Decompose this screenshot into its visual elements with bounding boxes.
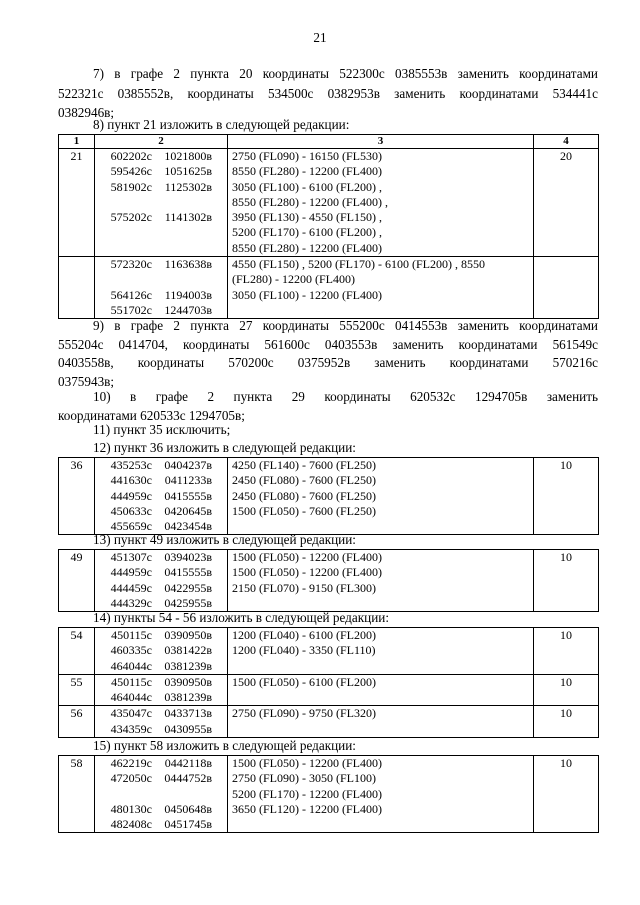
levels-cell [228,628,534,675]
longitude: 0442118в [164,756,212,770]
point-number: 58 [59,756,95,833]
coordinates-cell [95,756,228,833]
longitude: 0381239в [164,658,212,673]
longitude: 0425955в [164,595,212,610]
longitude: 0423454в [164,519,212,534]
column-header: 4 [534,135,599,149]
latitude: 464044с [110,690,152,705]
coordinate-pair [99,210,227,225]
level-range: 3950 (FL130) - 4550 (FL150) , [232,210,382,225]
level-range: 1500 (FL050) - 12200 (FL400) [232,756,382,770]
level-range: 2150 (FL070) - 9150 (FL300) [232,580,376,595]
longitude: 0390950в [164,674,212,689]
table-row [59,628,599,675]
item-10-paragraph [58,388,598,425]
point-number: 49 [59,550,95,612]
latitude: 434359с [110,721,152,736]
level-range: 1200 (FL040) - 3350 (FL110) [232,643,376,658]
latitude: 444329с [110,595,152,610]
coordinates-cell [95,674,228,706]
latitude: 602202с [110,149,152,163]
item-9-line: 0375943в; [58,373,115,389]
latitude: 444959с [110,488,152,503]
value-cell: 10 [534,628,599,675]
coordinate-pair [99,489,227,504]
item-15-heading: 15) пункт 58 изложить в следующей редакции: [93,738,356,753]
longitude: 0430955в [164,721,212,736]
coordinate-pair [99,164,227,179]
latitude: 551702с [110,302,152,317]
latitude: 575202с [110,210,152,225]
coordinate-pair [99,756,227,771]
level-range: 3050 (FL100) - 12200 (FL400) [232,287,382,302]
longitude: 0415555в [164,565,212,580]
latitude: 480130с [110,801,152,816]
longitude: 0451745в [164,817,212,832]
latitude: 564126с [110,287,152,302]
column-header: 3 [228,135,534,149]
item-10-line: 10) в графе 2 пункта 29 координаты 620532с 1294705в заменить [93,389,598,404]
coordinate-pair [99,581,227,596]
levels-cell [228,550,534,612]
level-range: 4550 (FL150) , 5200 (FL170) - 6100 (FL200) , 8550 [232,257,485,272]
longitude: 1244703в [164,302,212,317]
table-row [59,149,599,257]
coordinate-pair [99,771,227,786]
point-number: 54 [59,628,95,675]
coordinates-cell [95,458,228,535]
table-point-21 [58,134,599,319]
level-range: 3050 (FL100) - 6100 (FL200) , [232,179,382,194]
longitude: 1051625в [164,164,212,179]
coordinate-pair [99,596,227,611]
latitude: 595426с [110,164,152,179]
latitude: 444459с [110,580,152,595]
levels-cell [228,674,534,706]
level-range: 1200 (FL040) - 6100 (FL200) [232,628,376,642]
item-8-heading: 8) пункт 21 изложить в следующей редакции: [93,117,350,132]
coordinate-pair [99,458,227,473]
latitude: 451307с [110,550,152,564]
latitude: 572320с [110,257,152,272]
level-range: 2750 (FL090) - 3050 (FL100) [232,771,376,786]
item-7-line: 522321с 0385552в, координаты 534500с 0382953в заменить координатами 534441с [58,85,598,101]
level-range: 8550 (FL280) - 12200 (FL400) [232,240,382,255]
point-number: 36 [59,458,95,535]
table-row [59,550,599,612]
levels-cell [228,756,534,833]
value-cell: 10 [534,550,599,612]
coordinate-pair [99,628,227,643]
latitude: 450633с [110,503,152,518]
item-9-line: 9) в графе 2 пункта 27 координаты 555200с 0414553в заменить координатами [93,318,598,333]
level-range: 2450 (FL080) - 7600 (FL250) [232,488,376,503]
level-range: 1500 (FL050) - 12200 (FL400) [232,550,382,564]
item-10-line: координатами 620533с 1294705в; [58,407,245,423]
longitude: 1194003в [164,287,212,302]
latitude: 472050с [110,771,152,786]
table-points-54-56 [58,627,599,738]
latitude: 435253с [110,458,152,472]
longitude: 0444752в [164,771,212,786]
latitude: 435047с [110,706,152,721]
level-range: 2750 (FL090) - 16150 (FL530) [232,149,382,163]
coordinate-pair [99,722,227,737]
levels-cell [228,149,534,257]
levels-cell [228,257,534,319]
latitude: 464044с [110,658,152,673]
levels-cell [228,706,534,738]
latitude: 441630с [110,473,152,488]
item-9-line: 555204с 0414704, координаты 561600с 0403553в заменить координатами 561549с [58,336,598,352]
column-header: 1 [59,135,95,149]
value-cell: 20 [534,149,599,257]
table-row [59,674,599,706]
level-range: 1500 (FL050) - 7600 (FL250) [232,503,376,518]
longitude: 0381239в [164,690,212,705]
level-range: 1500 (FL050) - 12200 (FL400) [232,565,382,580]
latitude: 450115с [111,674,152,689]
table-point-58 [58,755,599,833]
coordinate-pair [99,706,227,721]
item-14-heading: 14) пункты 54 - 56 изложить в следующей редакции: [93,610,389,625]
point-number: 55 [59,674,95,706]
longitude: 0420645в [164,503,212,518]
longitude: 0433713в [164,706,212,721]
value-cell: 10 [534,706,599,738]
longitude: 0411233в [164,473,212,488]
latitude: 460335с [110,643,152,658]
value-cell: 10 [534,458,599,535]
coordinate-pair [99,149,227,164]
coordinate-pair [99,659,227,674]
level-range: (FL280) - 12200 (FL400) [232,272,355,287]
coordinate-pair [99,303,227,318]
levels-cell [228,458,534,535]
latitude: 462219с [110,756,152,770]
longitude: 1125302в [164,179,212,194]
table-row [59,756,599,833]
coordinate-pair [99,550,227,565]
table-row [59,257,599,319]
longitude: 0415555в [164,488,212,503]
coordinates-cell [95,706,228,738]
point-number: 21 [59,149,95,257]
table-row [59,706,599,738]
coordinates-cell [95,628,228,675]
table-point-36 [58,457,599,535]
page-number: 21 [313,30,327,45]
longitude: 0422955в [164,580,212,595]
longitude: 1163638в [164,257,212,272]
coordinate-pair [99,643,227,658]
level-range: 3650 (FL120) - 12200 (FL400) [232,801,382,816]
longitude: 0381422в [164,643,212,658]
coordinate-pair [99,504,227,519]
coordinate-pair [99,817,227,832]
value-cell: 10 [534,756,599,833]
coordinate-pair [99,565,227,580]
coordinates-cell [95,550,228,612]
item-13-heading: 13) пункт 49 изложить в следующей редакции: [93,532,356,547]
longitude: 1141302в [164,210,212,225]
longitude: 1021800в [164,149,212,163]
level-range: 1500 (FL050) - 6100 (FL200) [232,674,376,689]
table-row [59,458,599,535]
latitude: 482408с [110,817,152,832]
item-7-line: 0382946в; [58,105,115,120]
coordinate-pair [99,288,227,303]
item-7-line: 7) в графе 2 пункта 20 координаты 522300с 0385553в заменить координатами [93,66,598,81]
column-header: 2 [95,135,228,149]
coordinate-pair [99,690,227,705]
item-7-paragraph [58,64,598,123]
coordinate-pair [99,802,227,817]
table-header-row [59,135,599,149]
value-cell: 10 [534,674,599,706]
table-point-49 [58,549,599,612]
latitude: 444959с [110,565,152,580]
coordinate-pair [99,180,227,195]
longitude: 0450648в [164,801,212,816]
level-range: 4250 (FL140) - 7600 (FL250) [232,458,376,472]
coordinates-cell [95,149,228,257]
level-range: 2750 (FL090) - 9750 (FL320) [232,706,376,721]
level-range: 5200 (FL170) - 6100 (FL200) , [232,225,382,240]
item-12-heading: 12) пункт 36 изложить в следующей редакции: [93,440,356,455]
item-11-text: 11) пункт 35 исключить; [93,422,231,437]
level-range: 5200 (FL170) - 12200 (FL400) [232,786,382,801]
level-range: 8550 (FL280) - 12200 (FL400) , [232,194,388,209]
latitude: 450115с [111,628,152,642]
point-number: 56 [59,706,95,738]
longitude: 0404237в [164,458,212,472]
coordinate-pair [99,675,227,690]
level-range: 2450 (FL080) - 7600 (FL250) [232,473,376,488]
longitude: 0394023в [164,550,212,564]
coordinates-cell [95,257,228,319]
coordinate-pair [99,257,227,272]
latitude: 581902с [110,179,152,194]
longitude: 0390950в [164,628,212,642]
coordinate-pair [99,473,227,488]
item-9-line: 0403558в, координаты 570200с 0375952в заменить координатами 570216с [58,355,598,370]
latitude: 455659с [110,519,152,534]
item-9-paragraph [58,317,598,391]
level-range: 8550 (FL280) - 12200 (FL400) [232,164,382,179]
